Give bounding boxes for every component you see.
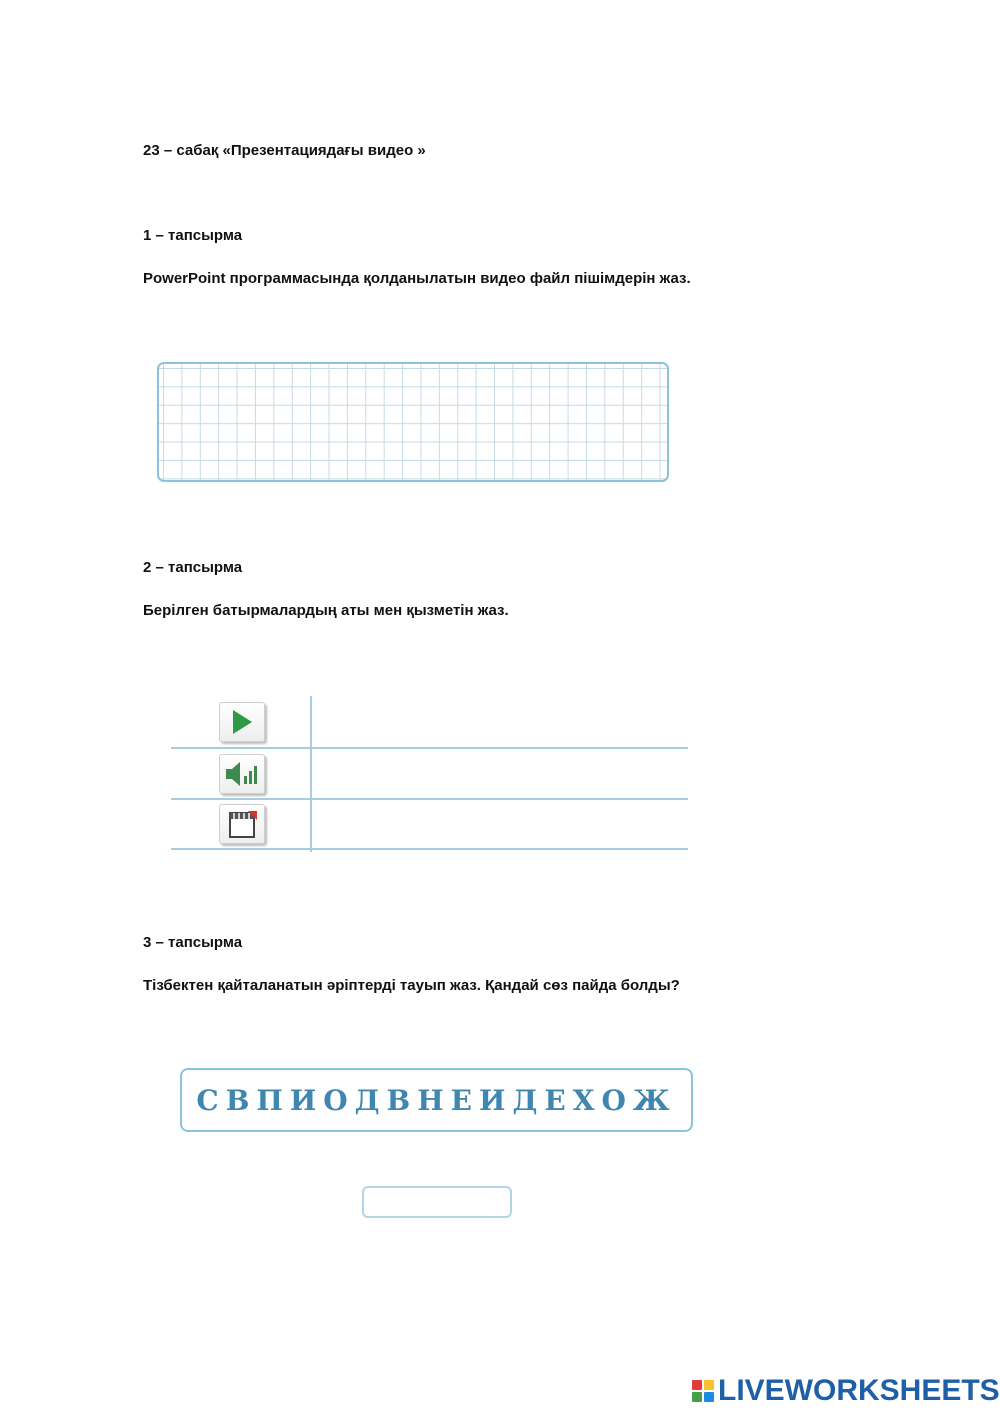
table-row-line (171, 747, 688, 749)
task1-answer-input[interactable] (159, 364, 669, 482)
task3-heading: 3 – тапсырма (143, 934, 243, 951)
task2-heading: 2 – тапсырма (143, 559, 243, 576)
video-clip-icon (219, 804, 265, 844)
word-answer-input[interactable] (362, 1186, 512, 1218)
volume-button-description-input[interactable] (321, 756, 685, 796)
letter-sequence: СВПИОДВНЕИДЕХОЖ (180, 1068, 693, 1132)
table-row-line (171, 848, 688, 850)
table-row-line (171, 798, 688, 800)
liveworksheets-logo (692, 1374, 1000, 1408)
task2-instruction: Берілген батырмалардың аты мен қызметін жаз. (143, 602, 509, 619)
video-button-description-input[interactable] (321, 806, 685, 846)
table-divider (310, 696, 312, 852)
buttons-table (143, 682, 688, 862)
play-button-description-input[interactable] (321, 704, 685, 744)
play-icon (219, 702, 265, 742)
task1-instruction: PowerPoint программасында қолданылатын видео файл пішімдерін жаз. (143, 270, 691, 287)
task3-instruction: Тізбектен қайталанатын әріптерді тауып жаз. Қандай сөз пайда болды? (143, 977, 680, 994)
task1-heading: 1 – тапсырма (143, 227, 243, 244)
logo-blocks-icon (692, 1380, 714, 1402)
logo-text: LIVEWORKSHEETS (718, 1374, 1000, 1407)
lesson-title: 23 – сабақ «Презентациядағы видео » (143, 142, 426, 159)
volume-icon (219, 754, 265, 794)
task1-answer-grid (157, 362, 669, 482)
